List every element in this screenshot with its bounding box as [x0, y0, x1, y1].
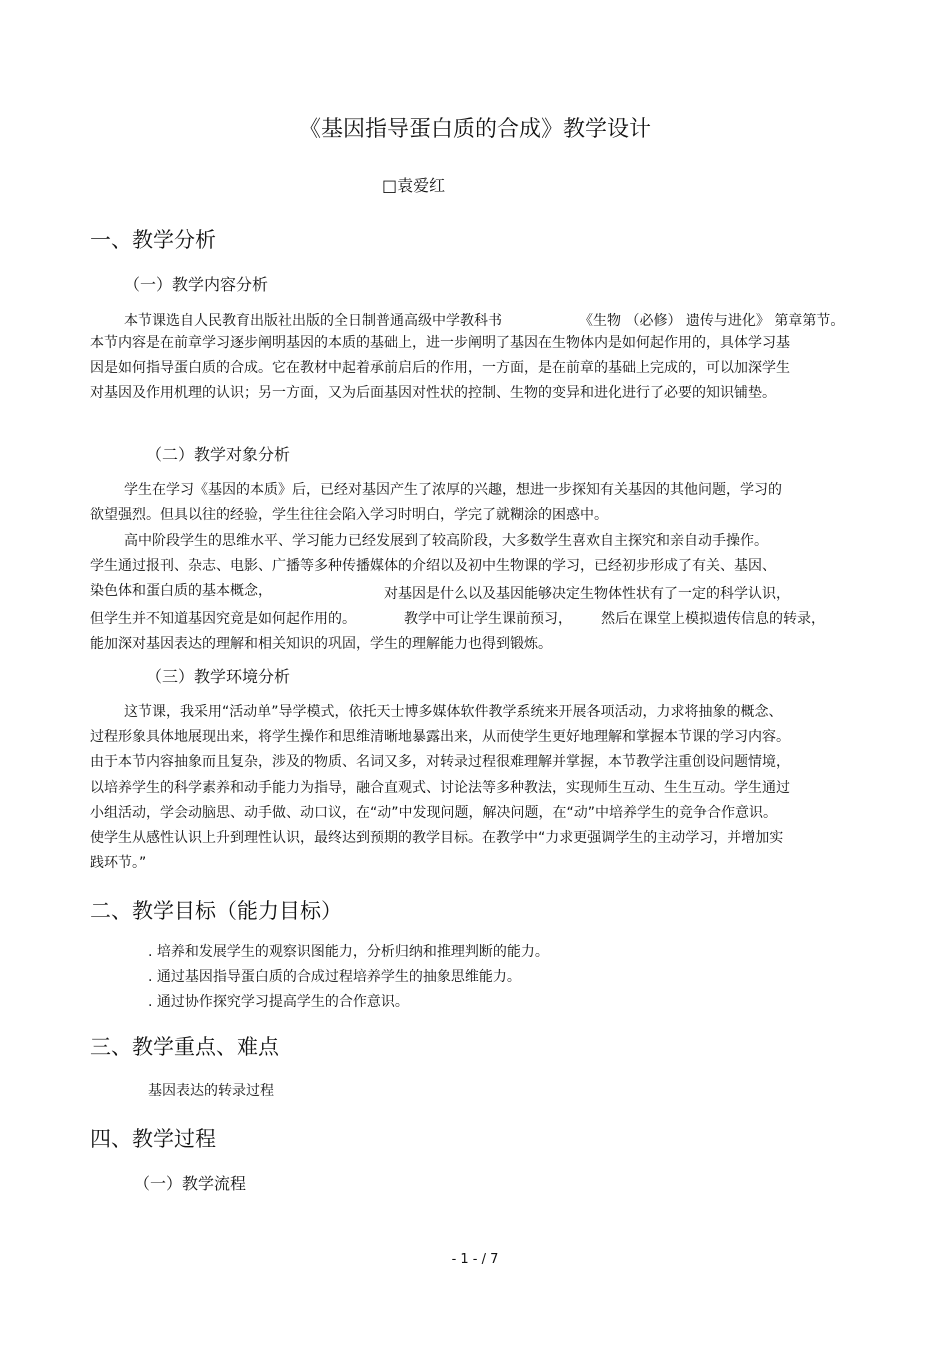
section-heading-objectives: 二、教学目标（能力目标） — [90, 899, 342, 923]
paragraph-line: 但学生并不知道基因究竟是如何起作用的。 — [90, 611, 356, 627]
section-heading-analysis: 一、教学分析 — [90, 228, 216, 252]
subsection-heading-content: （一）教学内容分析 — [124, 275, 269, 294]
paragraph-line: 教学中可让学生课前预习， — [404, 611, 572, 627]
objectives-list — [148, 940, 549, 1015]
paragraph-environment: 这节课，我采用“活动单”导学模式，依托天士博多媒体软件教学系统来开展各项活动，力求将抽象的概念、过程形象具体地展现出来，将学生操作和思维清晰地暴露出来，从而使学生更好地理解和掌握本节课的学习内容。由于本节内容抽象而且复杂，涉及的物质、名词又多，对转录过程很难理解并掌握，本节教学注重创设问题情境，以培养学生的科学素养和动手能力为指导，融合直观式、讨论法等多种教法，实现师生互动、生生互动。学生通过小组活动，学会动脑思、动手做、动口议，在“动”中发现问题，解决问题，在“动”中培养学生的竞争合作意识。使学生从感性认识上升到理性认识，最终达到预期的教学目标。在教学中“力求更强调学生的主动学习，并增加实践环节。” — [90, 704, 790, 872]
paragraph-students-2: 高中阶段学生的思维水平、学习能力已经发展到了较高阶段，大多数学生喜欢自主探究和亲自动手操作。学生通过报刊、杂志、电影、广播等多种传播媒体的介绍以及初中生物课的学习，已经初步形成了有关、基因、染色体和蛋白质的基本概念， — [90, 533, 776, 600]
subsection-heading-environment: （三）教学环境分析 — [146, 667, 291, 686]
page-number: - 1 - / 7 — [451, 1252, 499, 1267]
document-title: 《基因指导蛋白质的合成》教学设计 — [298, 117, 651, 142]
paragraph-students-1: 学生在学习《基因的本质》后，已经对基因产生了浓厚的兴趣，想进一步探知有关基因的其他问题，学习的欲望强烈。但具以往的经验，学生往往会陷入学习时明白，学完了就糊涂的困惑中。 — [90, 482, 782, 524]
subsection-heading-flow: （一）教学流程 — [134, 1174, 247, 1193]
author-name: □袁爱红 — [382, 176, 446, 195]
section-heading-process: 四、教学过程 — [90, 1127, 216, 1151]
paragraph-line: 对基因是什么以及基因能够决定生物体性状有了一定的科学认识， — [384, 586, 790, 602]
paragraph-line: 能加深对基因表达的理解和相关知识的巩固，学生的理解能力也得到锻炼。 — [90, 636, 552, 652]
section-heading-key-points: 三、教学重点、难点 — [90, 1035, 279, 1059]
list-item: . 通过协作探究学习提高学生的合作意识。 — [148, 994, 409, 1010]
key-point-text: 基因表达的转录过程 — [148, 1083, 274, 1099]
paragraph-line: 本节课选自人民教育出版社出版的全日制普通高级中学教科书 — [124, 313, 502, 329]
paragraph-line: 《生物 （必修） 遗传与进化》 第章第节。 — [579, 313, 845, 329]
paragraph-content-analysis: 本节内容是在前章学习逐步阐明基因的本质的基础上，进一步阐明了基因在生物体内是如何起作用的，具体学习基因是如何指导蛋白质的合成。它在教材中起着承前启后的作用，一方面，是在前章的基础上完成的，可以加深学生对基因及作用机理的认识；另一方面，又为后面基因对性状的控制、生物的变异和进化进行了必要的知识铺垫。 — [90, 335, 790, 402]
paragraph-line: 然后在课堂上模拟遗传信息的转录， — [601, 611, 825, 627]
list-item: . 通过基因指导蛋白质的合成过程培养学生的抽象思维能力。 — [148, 969, 521, 985]
subsection-heading-students: （二）教学对象分析 — [146, 445, 291, 464]
list-item: . 培养和发展学生的观察识图能力，分析归纳和推理判断的能力。 — [148, 944, 549, 960]
